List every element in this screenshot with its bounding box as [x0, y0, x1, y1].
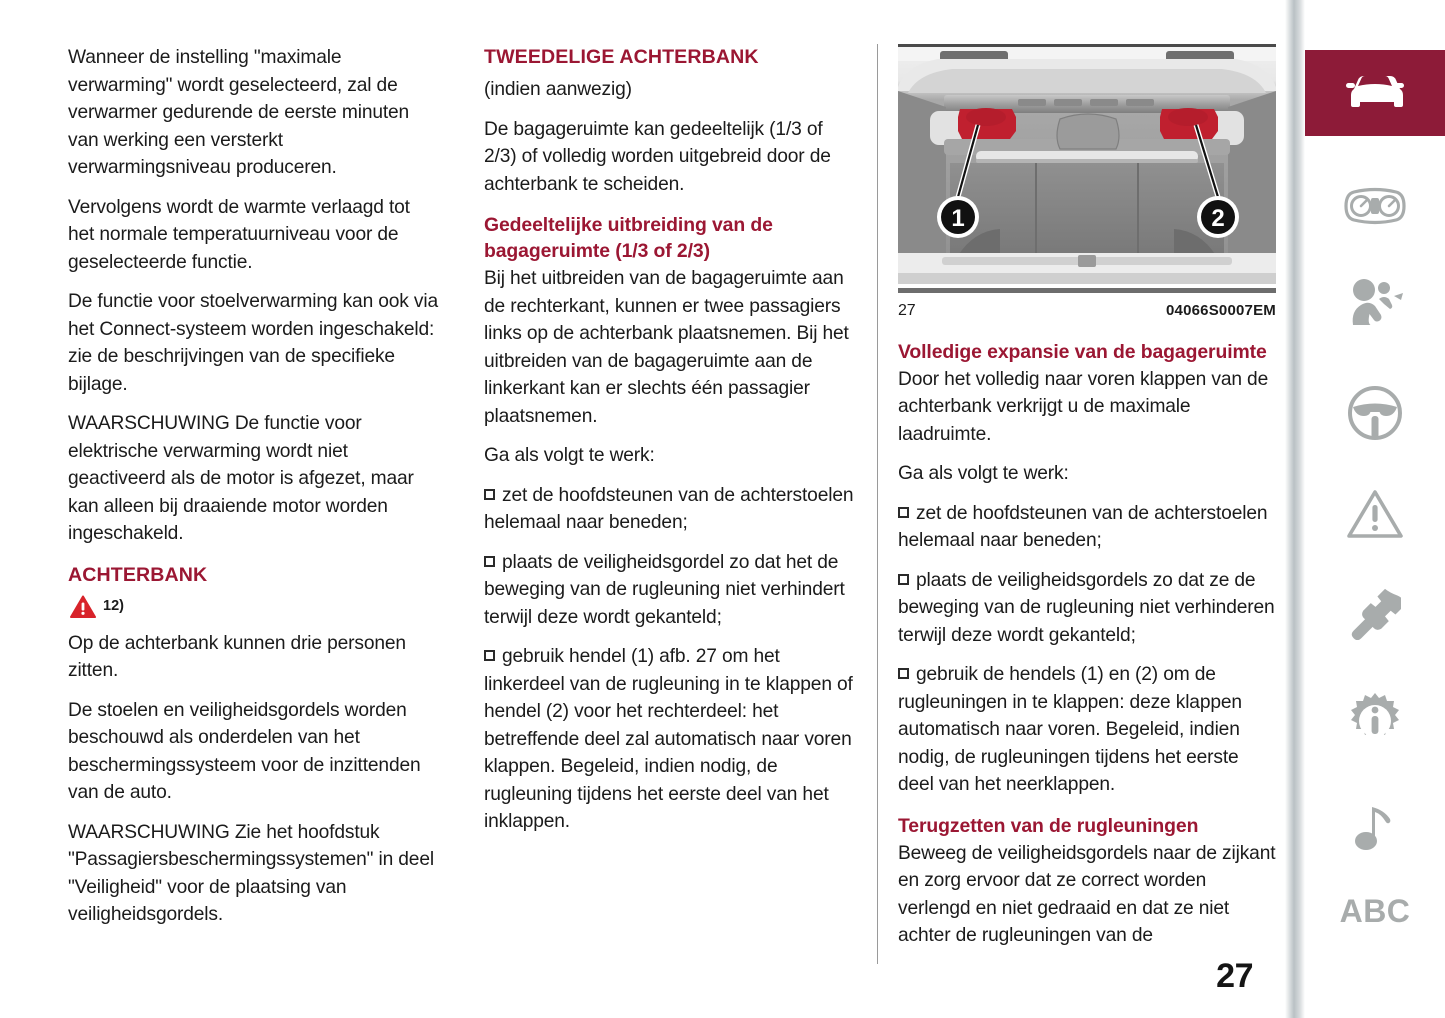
warning-triangle-icon [70, 595, 96, 619]
lead-in-text: Ga als volgt te werk: [484, 445, 655, 466]
paragraph: De bagageruimte kan gedeeltelijk (1/3 of 2/3) of volledig worden uitgebreid door de achterbank te scheiden. [484, 118, 831, 195]
svg-text:1: 1 [951, 205, 965, 232]
paragraph: De stoelen en veiligheidsgordels worden beschouwd als onderdelen van het beschermingssysteem voor de inzittenden van de auto. [68, 699, 421, 803]
abc-index-icon: ABC [1339, 892, 1411, 929]
paragraph: WAARSCHUWING De functie voor elektrische verwarming wordt niet geactiveerd als de motor is afgezet, maar kan alleen bij draaiende motor worden ingeschakeld. [68, 413, 414, 544]
square-bullet-icon [898, 668, 909, 679]
list-item-label: zet de hoofdsteunen van de achterstoelen helemaal naar beneden; [484, 484, 854, 533]
square-bullet-icon [898, 507, 909, 518]
figure-number: 27 [898, 302, 916, 319]
chapter-sidebar [1285, 0, 1445, 1018]
paragraph: Op de achterbank kunnen drie personen zitten. [68, 632, 406, 681]
warning-note-line [70, 594, 440, 620]
paragraph: Bij het uitbreiden van de bagageruimte aan de rechterkant, kunnen er twee passagiers links op de achterbank plaatsnemen. Bij het uitbreiden van de bagageruimte aan de linkerkant kan er slechts één passagier plaatsnemen. [484, 268, 849, 427]
paragraph: Beweeg de veiligheidsgordels naar de zijkant en zorg ervoor dat ze correct worden verlengd en niet gedraaid en dat ze niet achter de rugleuningen van de [898, 842, 1276, 946]
svg-text:2: 2 [1211, 205, 1225, 232]
square-bullet-icon [484, 556, 495, 567]
subheading-gedeeltelijke-uitbreiding: Gedeeltelijke uitbreiding van de bagageruimte (1/3 of 2/3) [484, 214, 773, 262]
paragraph: WAARSCHUWING Zie het hoofdstuk "Passagiersbeschermingssystemen" in deel "Veiligheid" voor de plaatsing van veiligheidsgordels. [68, 821, 434, 925]
sidebar-item-maintenance[interactable] [1305, 572, 1445, 658]
list-item [484, 643, 859, 836]
paragraph: Vervolgens wordt de warmte verlaagd tot het normale temperatuurniveau voor de geselecteerde functie. [68, 196, 410, 273]
steering-wheel-icon [1347, 385, 1403, 446]
square-bullet-icon [484, 650, 495, 661]
sidebar-item-index[interactable] [1305, 868, 1445, 954]
list-item [484, 549, 859, 632]
list-item-label: zet de hoofdsteunen van de achterstoelen helemaal naar beneden; [898, 502, 1268, 551]
list-item-label: gebruik de hendels (1) en (2) om de rugleuningen in te klappen: deze klappen automatisch naar voren. Begeleid, indien nodig, de rugleuningen tijdens het eerste deel van het neerklappen. [898, 664, 1242, 795]
list-item-label: gebruik hendel (1) afb. 27 om het linkerdeel van de rugleuning in te klappen of hendel (2) voor het rechterdeel: het betreffende deel zal automatisch naar voren klappen. Begeleid, indien nodig, de rugleuning tijdens het eerste deel van het inklappen. [484, 646, 853, 832]
square-bullet-icon [898, 574, 909, 585]
list-item-label: plaats de veiligheidsgordels zo dat ze de beweging van de rugleuning niet verhinderen terwijl deze wordt gekanteld; [898, 569, 1275, 646]
section-heading-achterbank: ACHTERBANK [68, 563, 208, 586]
section-subtitle: (indien aanwezig) [484, 79, 632, 100]
warning-note-number: 12) [103, 597, 124, 614]
sidebar-item-driving[interactable] [1305, 372, 1445, 458]
gear-info-icon [1347, 693, 1403, 754]
sidebar-item-technical[interactable] [1305, 680, 1445, 766]
list-item [898, 500, 1276, 555]
sidebar-item-emergency[interactable] [1305, 473, 1445, 559]
figure-27 [898, 44, 1276, 325]
sidebar-item-safety[interactable] [1305, 262, 1445, 348]
sidebar-item-list [1305, 0, 1445, 1018]
warning-triangle-icon [1346, 488, 1404, 545]
column-2 [484, 44, 859, 836]
page-number: 27 [1216, 957, 1253, 995]
square-bullet-icon [484, 489, 495, 500]
figure-image-trunk-levers [898, 44, 1276, 284]
figure-code: 04066S0007EM [1166, 302, 1276, 319]
subheading-volledige-expansie: Volledige expansie van de bagageruimte [898, 340, 1267, 363]
paragraph: Wanneer de instelling "maximale verwarming" wordt geselecteerd, zal de verwarmer gedurende de eerste minuten van werking een versterkt verwarmingsniveau produceren. [68, 47, 410, 178]
column-1 [68, 44, 440, 929]
column-3 [898, 44, 1276, 950]
figure-caption [898, 288, 1276, 325]
music-note-icon [1354, 799, 1396, 858]
sidebar-item-car[interactable] [1305, 50, 1445, 136]
list-item [898, 567, 1276, 650]
dashboard-gauges-icon [1344, 185, 1406, 232]
airbag-safety-icon [1345, 277, 1405, 334]
sidebar-item-dashboard[interactable] [1305, 165, 1445, 251]
car-front-icon [1343, 68, 1407, 119]
list-item [898, 661, 1276, 799]
wrench-icon [1349, 586, 1401, 645]
list-item-label: plaats de veiligheidsgordel zo dat het de beweging van de rugleuning niet verhindert terwijl deze wordt gekanteld; [484, 551, 845, 628]
subheading-terugzetten-rugleuningen: Terugzetten van de rugleuningen [898, 814, 1199, 837]
paragraph: De functie voor stoelverwarming kan ook via het Connect-systeem worden ingeschakeld: zie de beschrijvingen van de specifieke bijlage. [68, 291, 439, 395]
paragraph: Door het volledig naar voren klappen van de achterbank verkrijgt u de maximale laadruimte. [898, 368, 1269, 445]
sidebar-edge-shadow [1285, 0, 1305, 1018]
list-item [484, 482, 859, 537]
column-divider-2 [877, 44, 878, 964]
lead-in-text: Ga als volgt te werk: [898, 463, 1069, 484]
section-heading-tweedelige-achterbank: TWEEDELIGE ACHTERBANK [484, 46, 759, 68]
sidebar-item-multimedia[interactable] [1305, 785, 1445, 871]
